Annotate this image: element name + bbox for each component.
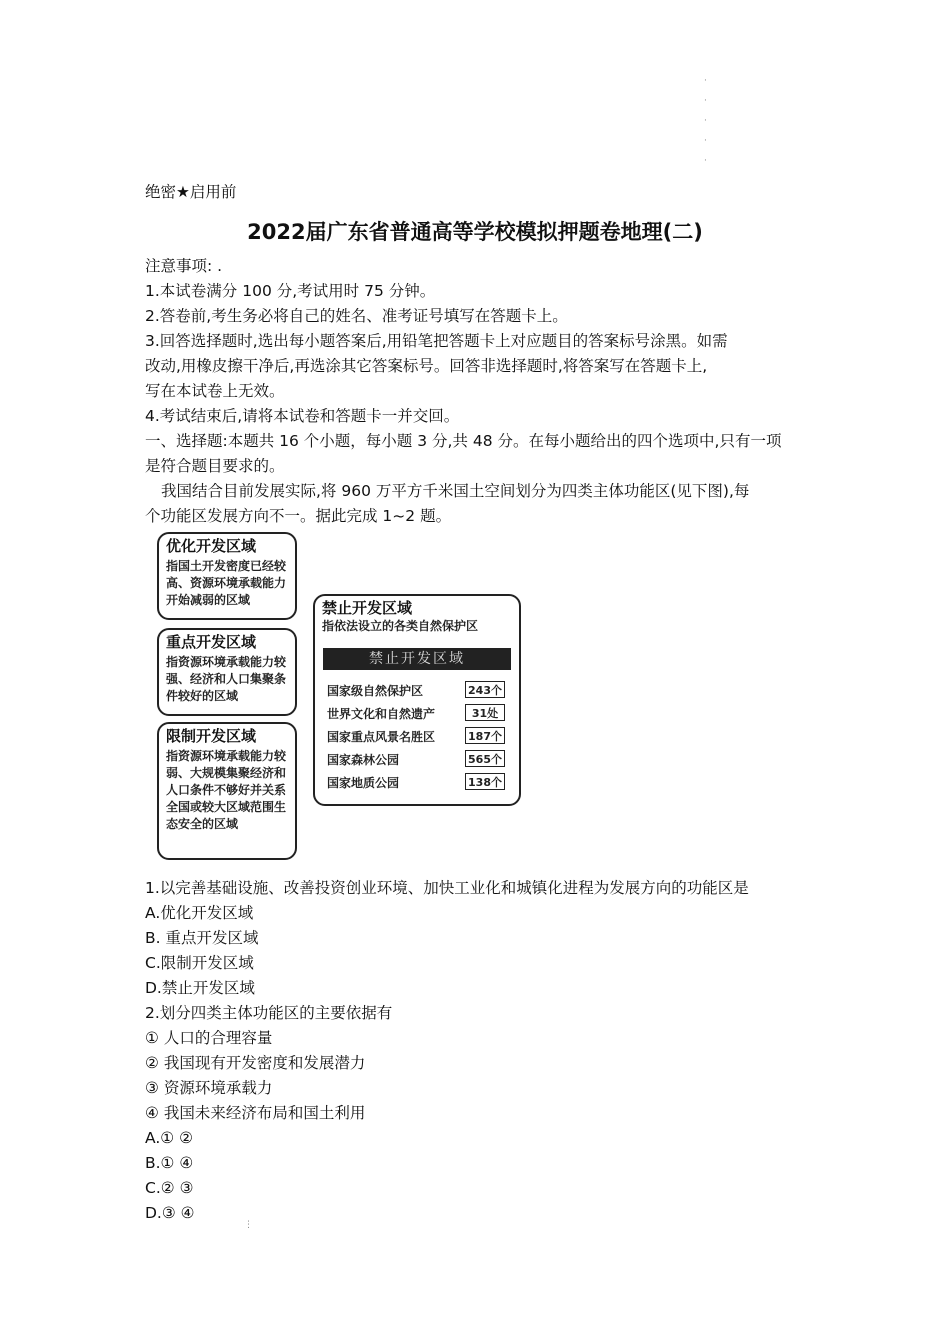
question-item: ① 人口的合理容量 [145,1029,273,1047]
zone-title: 禁止开发区域 [322,599,413,617]
note-item: 1.本试卷满分 100 分,考试用时 75 分钟。 [145,282,436,300]
answer-option: B. 重点开发区域 [145,929,259,947]
zone-desc: 指资源环境承载能力较弱、大规模集聚经济和人口条件不够好并关系全国或较大区域范围生态安全的区域 [166,749,287,831]
question-item: ② 我国现有开发密度和发展潜力 [145,1054,366,1072]
intro-text: 个功能区发展方向不一。据此完成 1~2 题。 [145,507,452,525]
note-item: 3.回答选择题时,选出每小题答案后,用铅笔把答题卡上对应题目的答案标号涂黑。如需 [145,332,728,350]
margin-dot: · [704,156,707,166]
secret-label: 绝密★启用前 [145,183,237,201]
reserve-count: 187个 [465,727,505,744]
notes-heading: 注意事项: . [145,257,223,275]
reserve-label: 国家地质公园 [327,776,400,790]
reserve-label: 国家级自然保护区 [327,684,424,698]
answer-option: A.① ② [145,1129,193,1147]
zone-box-youhua [157,532,297,620]
reserve-count: 243个 [465,681,505,698]
note-item: 4.考试结束后,请将本试卷和答题卡一并交回。 [145,407,460,425]
intro-text: 我国结合目前发展实际,将 960 万平方千米国土空间划分为四类主体功能区(见下图),每 [161,482,750,500]
zone-banner: 禁止开发区域 [323,648,511,670]
margin-dot: ⋮ [244,1220,253,1230]
zone-box-zhongdian [157,628,297,716]
answer-option: A.优化开发区域 [145,904,254,922]
function-zone-figure [155,530,525,860]
zone-box-jinzhi [313,594,521,806]
note-item: 写在本试卷上无效。 [145,382,285,400]
reserve-label: 国家重点风景名胜区 [327,730,436,744]
note-item: 2.答卷前,考生务必将自己的姓名、准考证号填写在答题卡上。 [145,307,568,325]
reserve-count: 31处 [465,704,505,721]
answer-option: D.禁止开发区域 [145,979,255,997]
answer-option: B.① ④ [145,1154,194,1172]
page-title: 2022届广东省普通高等学校模拟押题卷地理(二) [247,220,703,244]
section-instruction: 是符合题目要求的。 [145,457,285,475]
zone-title: 优化开发区域 [166,537,257,555]
reserve-label: 国家森林公园 [327,753,400,767]
margin-dot: · [704,136,707,146]
question-stem: 2.划分四类主体功能区的主要依据有 [145,1004,393,1022]
note-item: 改动,用橡皮擦干净后,再选涂其它答案标号。回答非选择题时,将答案写在答题卡上, [145,357,708,375]
zone-title: 限制开发区域 [166,727,257,745]
reserve-count: 565个 [465,750,505,767]
answer-option: D.③ ④ [145,1204,195,1222]
question-item: ③ 资源环境承载力 [145,1079,273,1097]
margin-dot: · [704,76,707,86]
question-stem: 1.以完善基础设施、改善投资创业环境、加快工业化和城镇化进程为发展方向的功能区是 [145,879,749,897]
zone-title: 重点开发区域 [166,633,257,651]
reserve-count: 138个 [465,773,505,790]
reserve-label: 世界文化和自然遗产 [327,707,436,721]
zone-desc: 指依法设立的各类自然保护区 [322,619,479,633]
zone-desc: 指资源环境承载能力较强、经济和人口集聚条件较好的区域 [166,655,287,703]
margin-dot: · [704,96,707,106]
section-instruction: 一、选择题:本题共 16 个小题，每小题 3 分,共 48 分。在每小题给出的四个选项中,只有一项 [145,432,782,450]
zone-desc: 指国土开发密度已经较高、资源环境承载能力开始减弱的区域 [166,559,287,607]
answer-option: C.限制开发区域 [145,954,254,972]
margin-dot: · [704,116,707,126]
zone-box-xianzhi [157,722,297,860]
answer-option: C.② ③ [145,1179,194,1197]
question-item: ④ 我国未来经济布局和国土利用 [145,1104,366,1122]
